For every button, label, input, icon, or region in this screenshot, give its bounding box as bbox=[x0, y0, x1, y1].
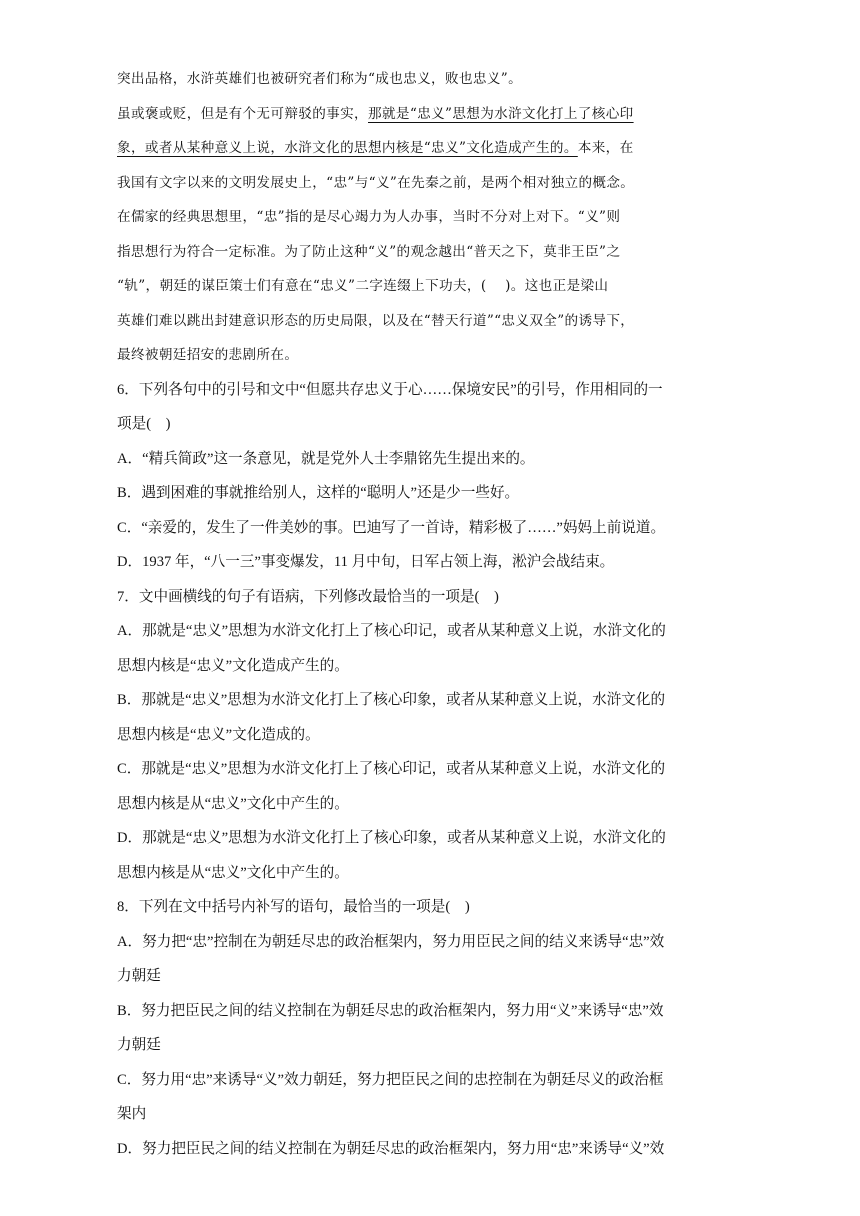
question-6-option-c: C．“亲爱的，发生了一件美妙的事。巴迪写了一首诗，精彩极了……”妈妈上前说道。 bbox=[117, 520, 666, 536]
question-8-option-b: 力朝廷 bbox=[117, 1037, 161, 1053]
passage-text: 突出品格，水浒英雄们也被研究者们称为“成也忠义，败也忠义”。 bbox=[117, 71, 523, 87]
question-8-option-a: 力朝廷 bbox=[117, 968, 161, 984]
question-7-option-c: 思想内核是从“忠义”文化中产生的。 bbox=[117, 796, 349, 812]
question-6-option-d: D．1937 年，“八一三”事变爆发，11 月中旬，日军占领上海，淞沪会战结束。 bbox=[117, 554, 615, 570]
passage-line bbox=[117, 104, 722, 124]
passage-line bbox=[117, 276, 722, 296]
passage-text: 最终被朝廷招安的悲剧所在。 bbox=[117, 347, 299, 363]
passage-text: “轨”，朝廷的谋臣策士们有意在“忠义”二字连缀上下功夫，( )。这也正是梁山 bbox=[117, 278, 609, 294]
question-8-option-a: A．努力把“忠”控制在为朝廷尽忠的政治框架内，努力用臣民之间的结义来诱导“忠”效 bbox=[117, 934, 665, 950]
question-6-option-a: A．“精兵简政”这一条意见，就是党外人士李鼎铭先生提出来的。 bbox=[117, 451, 535, 467]
question-7-option-d: 思想内核是从“忠义”文化中产生的。 bbox=[117, 865, 349, 881]
question-7-option-a: 思想内核是“忠义”文化造成产生的。 bbox=[117, 658, 349, 674]
question-8-option-c: 架内 bbox=[117, 1106, 147, 1122]
passage-line bbox=[117, 173, 722, 193]
underlined-sentence: 那就是“忠义”思想为水浒文化打上了核心印 bbox=[368, 106, 634, 122]
passage-line bbox=[117, 311, 722, 331]
question-7-option-c: C．那就是“忠义”思想为水浒文化打上了核心印记，或者从某种意义上说，水浒文化的 bbox=[117, 761, 666, 777]
question-6-stem: 6．下列各句中的引号和文中“但愿共存忠义于心……保境安民”的引号，作用相同的一 bbox=[117, 382, 663, 398]
passage-text: 英雄们难以跳出封建意识形态的历史局限，以及在“替天行道”“忠义双全”的诱导下， bbox=[117, 313, 635, 329]
passage-line bbox=[117, 242, 722, 262]
question-8-option-c: C．努力用“忠”来诱导“义”效力朝廷，努力把臣民之间的忠控制在为朝廷尽义的政治框 bbox=[117, 1072, 664, 1088]
question-8-option-d: D．努力把臣民之间的结义控制在为朝廷尽忠的政治框架内，努力用“忠”来诱导“义”效 bbox=[117, 1141, 665, 1157]
question-7-option-a: A．那就是“忠义”思想为水浒文化打上了核心印记，或者从某种意义上说，水浒文化的 bbox=[117, 623, 666, 639]
passage-line bbox=[117, 69, 722, 89]
passage-line bbox=[117, 345, 722, 365]
question-7-option-b: 思想内核是“忠义”文化造成的。 bbox=[117, 727, 320, 743]
question-7-stem: 7．文中画横线的句子有语病，下列修改最恰当的一项是( ) bbox=[117, 589, 499, 605]
passage-line bbox=[117, 138, 722, 158]
passage-line bbox=[117, 207, 722, 227]
passage-text: 虽或褒或贬，但是有个无可辩驳的事实， bbox=[117, 106, 368, 122]
question-6-stem: 项是( ) bbox=[117, 416, 171, 432]
question-7-option-d: D．那就是“忠义”思想为水浒文化打上了核心印象，或者从某种意义上说，水浒文化的 bbox=[117, 830, 666, 846]
passage-text: 我国有文字以来的文明发展史上，“忠”与“义”在先秦之前，是两个相对独立的概念。 bbox=[117, 175, 635, 191]
passage-text: 在儒家的经典思想里，“忠”指的是尽心竭力为人办事，当时不分对上对下。“义”则 bbox=[117, 209, 621, 225]
question-7-option-b: B．那就是“忠义”思想为水浒文化打上了核心印象，或者从某种意义上说，水浒文化的 bbox=[117, 692, 666, 708]
passage-text: 指思想行为符合一定标准。为了防止这种“义”的观念越出“普天之下，莫非王臣”之 bbox=[117, 244, 621, 260]
question-6-option-b: B．遇到困难的事就推给别人，这样的“聪明人”还是少一些好。 bbox=[117, 485, 520, 501]
question-8-stem: 8．下列在文中括号内补写的语句，最恰当的一项是( ) bbox=[117, 899, 470, 915]
underlined-sentence: 象，或者从某种意义上说，水浒文化的思想内核是“忠义”文化造成产生的。 bbox=[117, 140, 578, 156]
question-8-option-b: B．努力把臣民之间的结义控制在为朝廷尽忠的政治框架内，努力用“义”来诱导“忠”效 bbox=[117, 1003, 664, 1019]
passage-text: 本来，在 bbox=[577, 140, 634, 156]
